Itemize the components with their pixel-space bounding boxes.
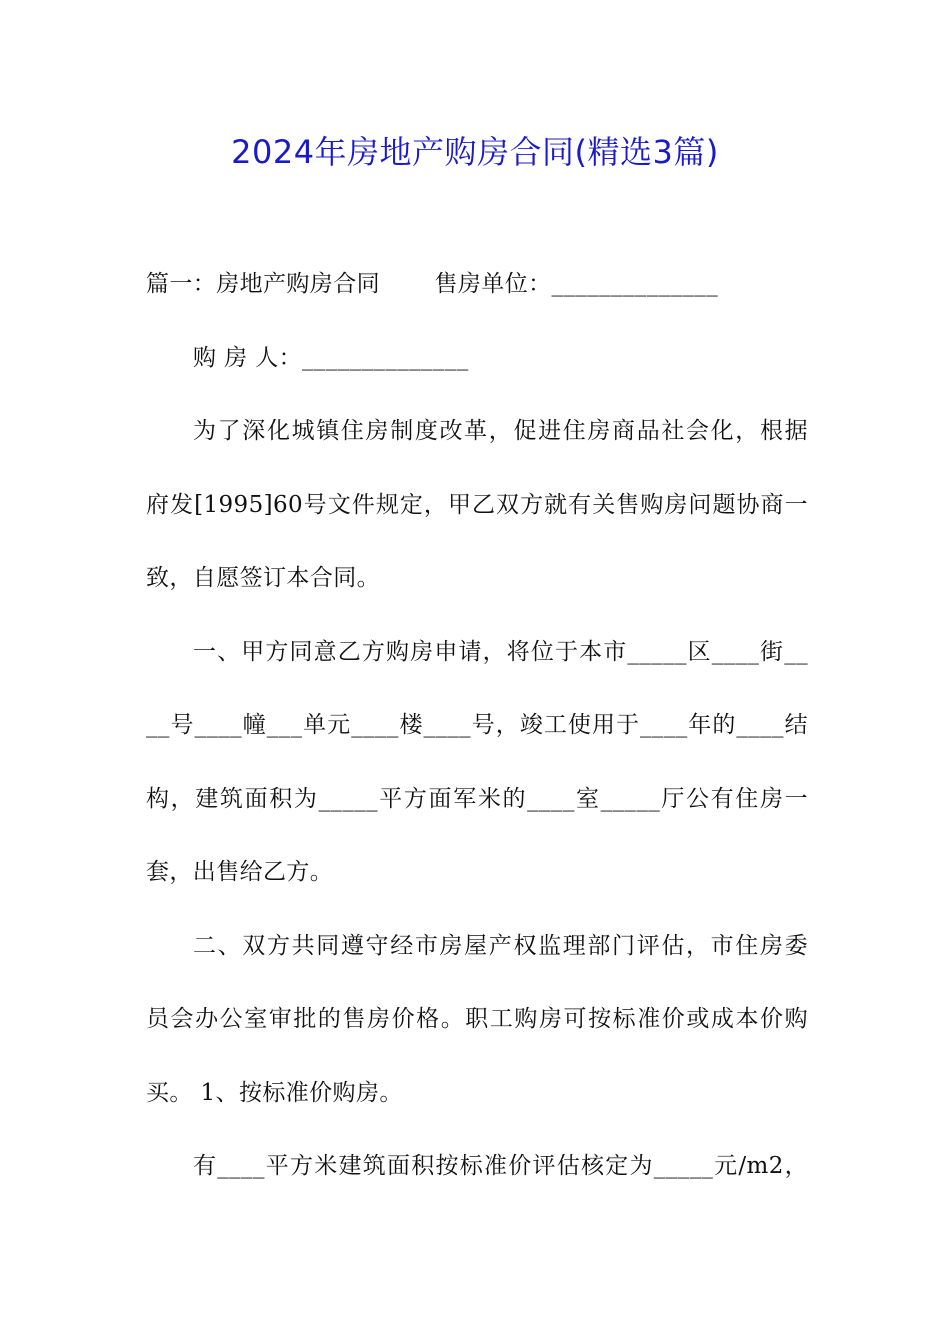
paragraph-line: 府发[1995]60号文件规定，甲乙双方就有关售购房问题协商一	[146, 491, 808, 518]
document-title: 2024年房地产购房合同(精选3篇)	[231, 133, 719, 171]
paragraph-line: 员会办公室审批的售房价格。职工购房可按标准价或成本价购	[146, 1006, 808, 1032]
paragraph-line: 致，自愿签订本合同。	[146, 565, 380, 591]
paragraph-line: __号____幢___单元____楼____号，竣工使用于____年的____结	[146, 712, 808, 738]
buyer-line: 购 房 人：______________	[193, 344, 469, 371]
paragraph-line: 为了深化城镇住房制度改革，促进住房商品社会化，根据	[193, 418, 808, 444]
paragraph-line: 二、双方共同遵守经市房屋产权监理部门评估，市住房委	[193, 932, 808, 959]
paragraph-line: 构，建筑面积为_____平方面军米的____室_____厅公有住房一	[146, 785, 808, 812]
section-heading-line: 篇一：房地产购房合同 售房单位：______________	[146, 271, 719, 297]
document-body	[146, 248, 808, 1204]
paragraph-line: 买。 1、按标准价购房。	[146, 1079, 403, 1106]
paragraph-line: 有____平方米建筑面积按标准价评估核定为_____元/m2，	[193, 1153, 808, 1179]
paragraph-line: 套，出售给乙方。	[146, 859, 334, 885]
paragraph-line: 一、甲方同意乙方购房申请，将位于本市_____区____街__	[193, 638, 808, 665]
